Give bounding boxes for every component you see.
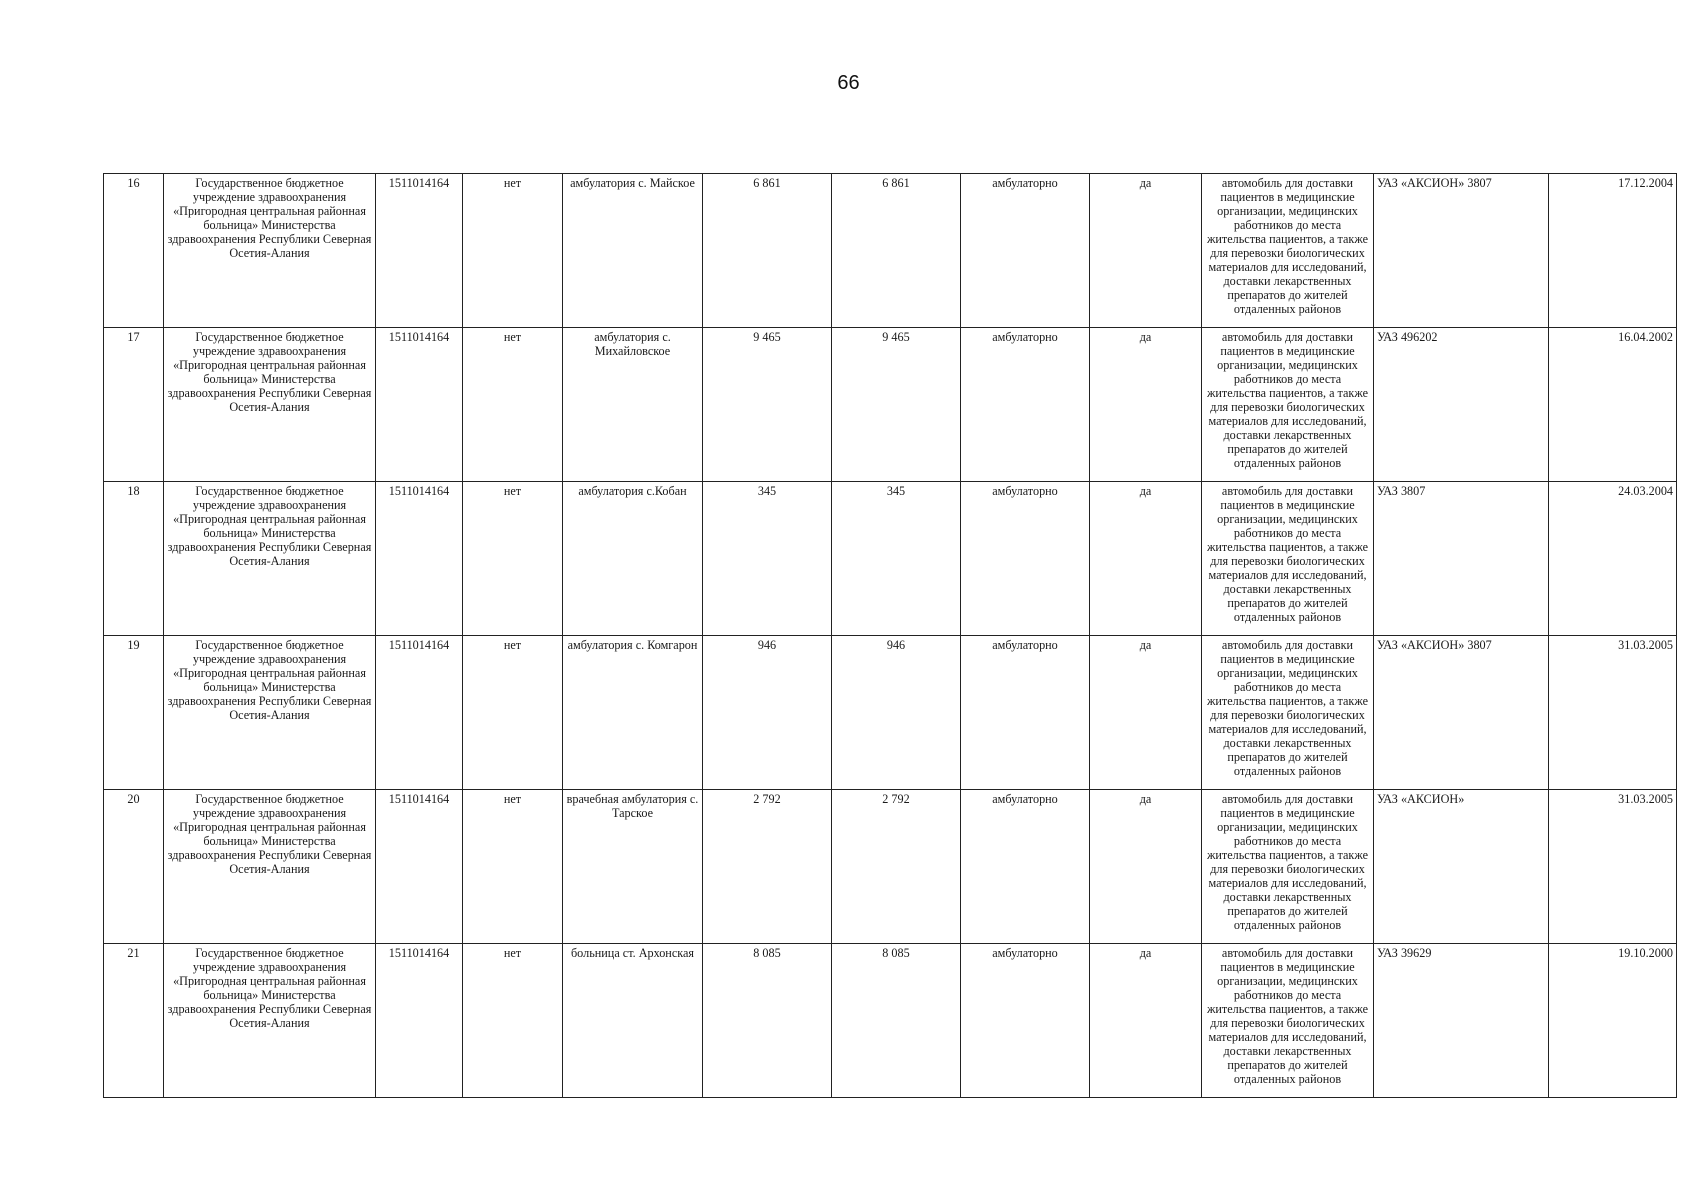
vehicle-registry-table — [103, 173, 1677, 1098]
institution-name-cell: Государственное бюджетное учреждение здравоохранения «Пригородная центральная районная больница» Министерства здравоохранения Республики Северная Осетия-Алания — [164, 482, 376, 636]
vehicle-purpose-cell: автомобиль для доставки пациентов в медицинские организации, медицинских работников до места жительства пациентов, а также для перевозки биологических материалов для исследований, доставки лекарственных препаратов до жителей отдаленных районов — [1202, 482, 1374, 636]
table-row — [104, 174, 1677, 328]
acquisition-date-cell: 31.03.2005 — [1549, 636, 1677, 790]
row-number-cell: 16 — [104, 174, 164, 328]
table-row — [104, 944, 1677, 1098]
table-row — [104, 328, 1677, 482]
population-cell: 345 — [703, 482, 832, 636]
inn-cell: 1511014164 — [376, 328, 463, 482]
acquisition-date-cell: 24.03.2004 — [1549, 482, 1677, 636]
population-served-cell: 6 861 — [832, 174, 961, 328]
row-number-cell: 19 — [104, 636, 164, 790]
care-type-cell: амбулаторно — [961, 328, 1090, 482]
acquisition-date-cell: 31.03.2005 — [1549, 790, 1677, 944]
flag-cell: нет — [463, 790, 563, 944]
vehicle-model-cell: УАЗ 39629 — [1374, 944, 1549, 1098]
vehicle-purpose-cell: автомобиль для доставки пациентов в медицинские организации, медицинских работников до места жительства пациентов, а также для перевозки биологических материалов для исследований, доставки лекарственных препаратов до жителей отдаленных районов — [1202, 790, 1374, 944]
row-number-cell: 18 — [104, 482, 164, 636]
row-number-cell: 20 — [104, 790, 164, 944]
vehicle-model-cell: УАЗ «АКСИОН» 3807 — [1374, 174, 1549, 328]
acquisition-date-cell: 16.04.2002 — [1549, 328, 1677, 482]
population-cell: 8 085 — [703, 944, 832, 1098]
population-cell: 6 861 — [703, 174, 832, 328]
institution-name-cell: Государственное бюджетное учреждение здравоохранения «Пригородная центральная районная больница» Министерства здравоохранения Республики Северная Осетия-Алания — [164, 790, 376, 944]
vehicle-purpose-cell: автомобиль для доставки пациентов в медицинские организации, медицинских работников до места жительства пациентов, а также для перевозки биологических материалов для исследований, доставки лекарственных препаратов до жителей отдаленных районов — [1202, 174, 1374, 328]
vehicle-purpose-cell: автомобиль для доставки пациентов в медицинские организации, медицинских работников до места жительства пациентов, а также для перевозки биологических материалов для исследований, доставки лекарственных препаратов до жителей отдаленных районов — [1202, 328, 1374, 482]
vehicle-model-cell: УАЗ «АКСИОН» 3807 — [1374, 636, 1549, 790]
flag-cell: нет — [463, 482, 563, 636]
vehicle-purpose-cell: автомобиль для доставки пациентов в медицинские организации, медицинских работников до места жительства пациентов, а также для перевозки биологических материалов для исследований, доставки лекарственных препаратов до жителей отдаленных районов — [1202, 636, 1374, 790]
needed-cell: да — [1090, 944, 1202, 1098]
population-served-cell: 9 465 — [832, 328, 961, 482]
care-type-cell: амбулаторно — [961, 174, 1090, 328]
needed-cell: да — [1090, 328, 1202, 482]
flag-cell: нет — [463, 944, 563, 1098]
table-row — [104, 636, 1677, 790]
population-cell: 9 465 — [703, 328, 832, 482]
vehicle-model-cell: УАЗ 3807 — [1374, 482, 1549, 636]
institution-name-cell: Государственное бюджетное учреждение здравоохранения «Пригородная центральная районная больница» Министерства здравоохранения Республики Северная Осетия-Алания — [164, 328, 376, 482]
institution-name-cell: Государственное бюджетное учреждение здравоохранения «Пригородная центральная районная больница» Министерства здравоохранения Республики Северная Осетия-Алания — [164, 636, 376, 790]
population-cell: 2 792 — [703, 790, 832, 944]
page-number: 66 — [837, 72, 860, 94]
population-served-cell: 946 — [832, 636, 961, 790]
inn-cell: 1511014164 — [376, 174, 463, 328]
flag-cell: нет — [463, 174, 563, 328]
institution-name-cell: Государственное бюджетное учреждение здравоохранения «Пригородная центральная районная больница» Министерства здравоохранения Республики Северная Осетия-Алания — [164, 174, 376, 328]
institution-name-cell: Государственное бюджетное учреждение здравоохранения «Пригородная центральная районная больница» Министерства здравоохранения Республики Северная Осетия-Алания — [164, 944, 376, 1098]
flag-cell: нет — [463, 328, 563, 482]
row-number-cell: 17 — [104, 328, 164, 482]
population-served-cell: 8 085 — [832, 944, 961, 1098]
facility-location-cell: амбулатория с. Майское — [563, 174, 703, 328]
care-type-cell: амбулаторно — [961, 790, 1090, 944]
acquisition-date-cell: 19.10.2000 — [1549, 944, 1677, 1098]
facility-location-cell: амбулатория с. Михайловское — [563, 328, 703, 482]
population-served-cell: 345 — [832, 482, 961, 636]
care-type-cell: амбулаторно — [961, 944, 1090, 1098]
table-row — [104, 790, 1677, 944]
inn-cell: 1511014164 — [376, 482, 463, 636]
population-cell: 946 — [703, 636, 832, 790]
inn-cell: 1511014164 — [376, 944, 463, 1098]
facility-location-cell: амбулатория с.Кобан — [563, 482, 703, 636]
acquisition-date-cell: 17.12.2004 — [1549, 174, 1677, 328]
needed-cell: да — [1090, 790, 1202, 944]
needed-cell: да — [1090, 482, 1202, 636]
vehicle-model-cell: УАЗ «АКСИОН» — [1374, 790, 1549, 944]
facility-location-cell: врачебная амбулатория с. Тарское — [563, 790, 703, 944]
population-served-cell: 2 792 — [832, 790, 961, 944]
flag-cell: нет — [463, 636, 563, 790]
table-row — [104, 482, 1677, 636]
care-type-cell: амбулаторно — [961, 636, 1090, 790]
inn-cell: 1511014164 — [376, 636, 463, 790]
vehicle-model-cell: УАЗ 496202 — [1374, 328, 1549, 482]
table-body — [104, 174, 1677, 1098]
facility-location-cell: амбулатория с. Комгарон — [563, 636, 703, 790]
care-type-cell: амбулаторно — [961, 482, 1090, 636]
facility-location-cell: больница ст. Архонская — [563, 944, 703, 1098]
needed-cell: да — [1090, 636, 1202, 790]
needed-cell: да — [1090, 174, 1202, 328]
vehicle-purpose-cell: автомобиль для доставки пациентов в медицинские организации, медицинских работников до места жительства пациентов, а также для перевозки биологических материалов для исследований, доставки лекарственных препаратов до жителей отдаленных районов — [1202, 944, 1374, 1098]
row-number-cell: 21 — [104, 944, 164, 1098]
inn-cell: 1511014164 — [376, 790, 463, 944]
